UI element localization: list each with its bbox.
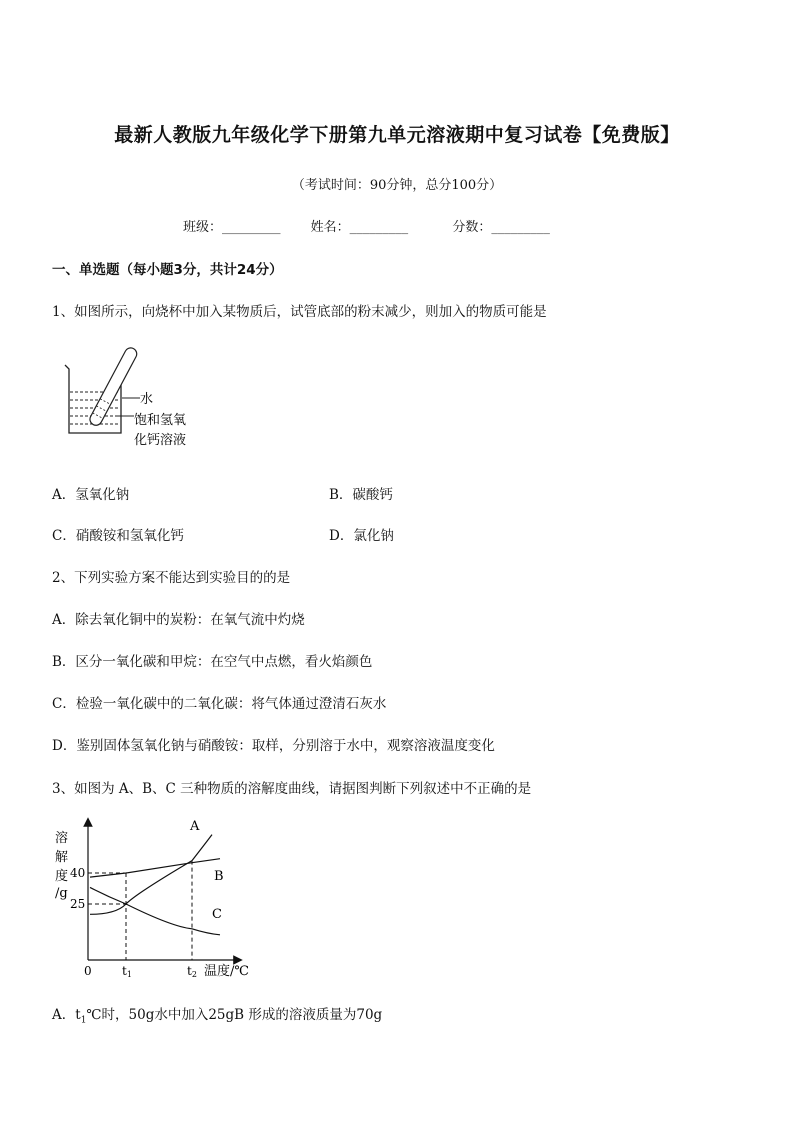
- q1-option-c[interactable]: C．硝酸铵和氢氧化钙: [52, 528, 184, 544]
- q1-option-a[interactable]: A．氢氧化钠: [52, 487, 130, 503]
- y-label-char-2: 解: [55, 850, 69, 865]
- score-field[interactable]: 分数：_________: [452, 220, 550, 235]
- y-label-char-3: 度: [55, 869, 69, 884]
- q2-option-a[interactable]: A．除去氧化铜中的炭粉：在氧气流中灼烧: [52, 612, 305, 628]
- x-tick-t1: t1: [122, 964, 132, 979]
- question-1-stem: 1、如图所示，向烧杯中加入某物质后，试管底部的粉末减少，则加入的物质可能是: [52, 304, 547, 320]
- q1-option-d[interactable]: D．氯化钠: [329, 528, 394, 544]
- y-label-char-1: 溶: [55, 831, 69, 846]
- q1-option-b[interactable]: B．碳酸钙: [329, 487, 393, 503]
- curve-label-b: B: [214, 869, 224, 884]
- section-heading: 一、单选题（每小题3分，共计24分）: [52, 262, 283, 278]
- solution-label-line2: 化钙溶液: [134, 433, 187, 448]
- class-field[interactable]: 班级：_________: [183, 220, 281, 235]
- y-tick-25: 25: [70, 897, 86, 911]
- page-title: 最新人教版九年级化学下册第九单元溶液期中复习试卷【免费版】: [114, 124, 680, 146]
- q2-option-b[interactable]: B．区分一氧化碳和甲烷：在空气中点燃，看火焰颜色: [52, 654, 373, 670]
- question-3-stem: 3、如图为 A、B、C 三种物质的溶解度曲线，请据图判断下列叙述中不正确的是: [52, 781, 532, 797]
- solution-label-line1: 饱和氢氧: [134, 413, 187, 428]
- y-label-char-4: /g: [55, 886, 68, 901]
- x-axis-label: 温度/℃: [204, 964, 249, 979]
- curve-c: [90, 887, 220, 934]
- name-field[interactable]: 姓名：_________: [310, 220, 409, 235]
- exam-info: （考试时间：90分钟，总分100分）: [291, 178, 503, 193]
- curve-label-a: A: [190, 819, 200, 834]
- q3-option-a[interactable]: A．$t_1℃$时，50g水中加入25gB 形成的溶液质量为70g: [52, 1007, 383, 1026]
- curve-label-c: C: [212, 907, 222, 922]
- q2-option-d[interactable]: D．鉴别固体氢氧化钠与硝酸铵：取样，分别溶于水中，观察溶液温度变化: [52, 738, 495, 754]
- origin-label: 0: [84, 964, 92, 978]
- x-tick-t2: t2: [187, 964, 197, 979]
- curve-b: [90, 859, 220, 877]
- water-label: 水: [140, 392, 154, 407]
- y-tick-40: 40: [70, 866, 86, 880]
- q2-option-c[interactable]: C．检验一氧化碳中的二氧化碳：将气体通过澄清石灰水: [52, 696, 387, 712]
- question-2-stem: 2、下列实验方案不能达到实验目的的是: [52, 570, 291, 586]
